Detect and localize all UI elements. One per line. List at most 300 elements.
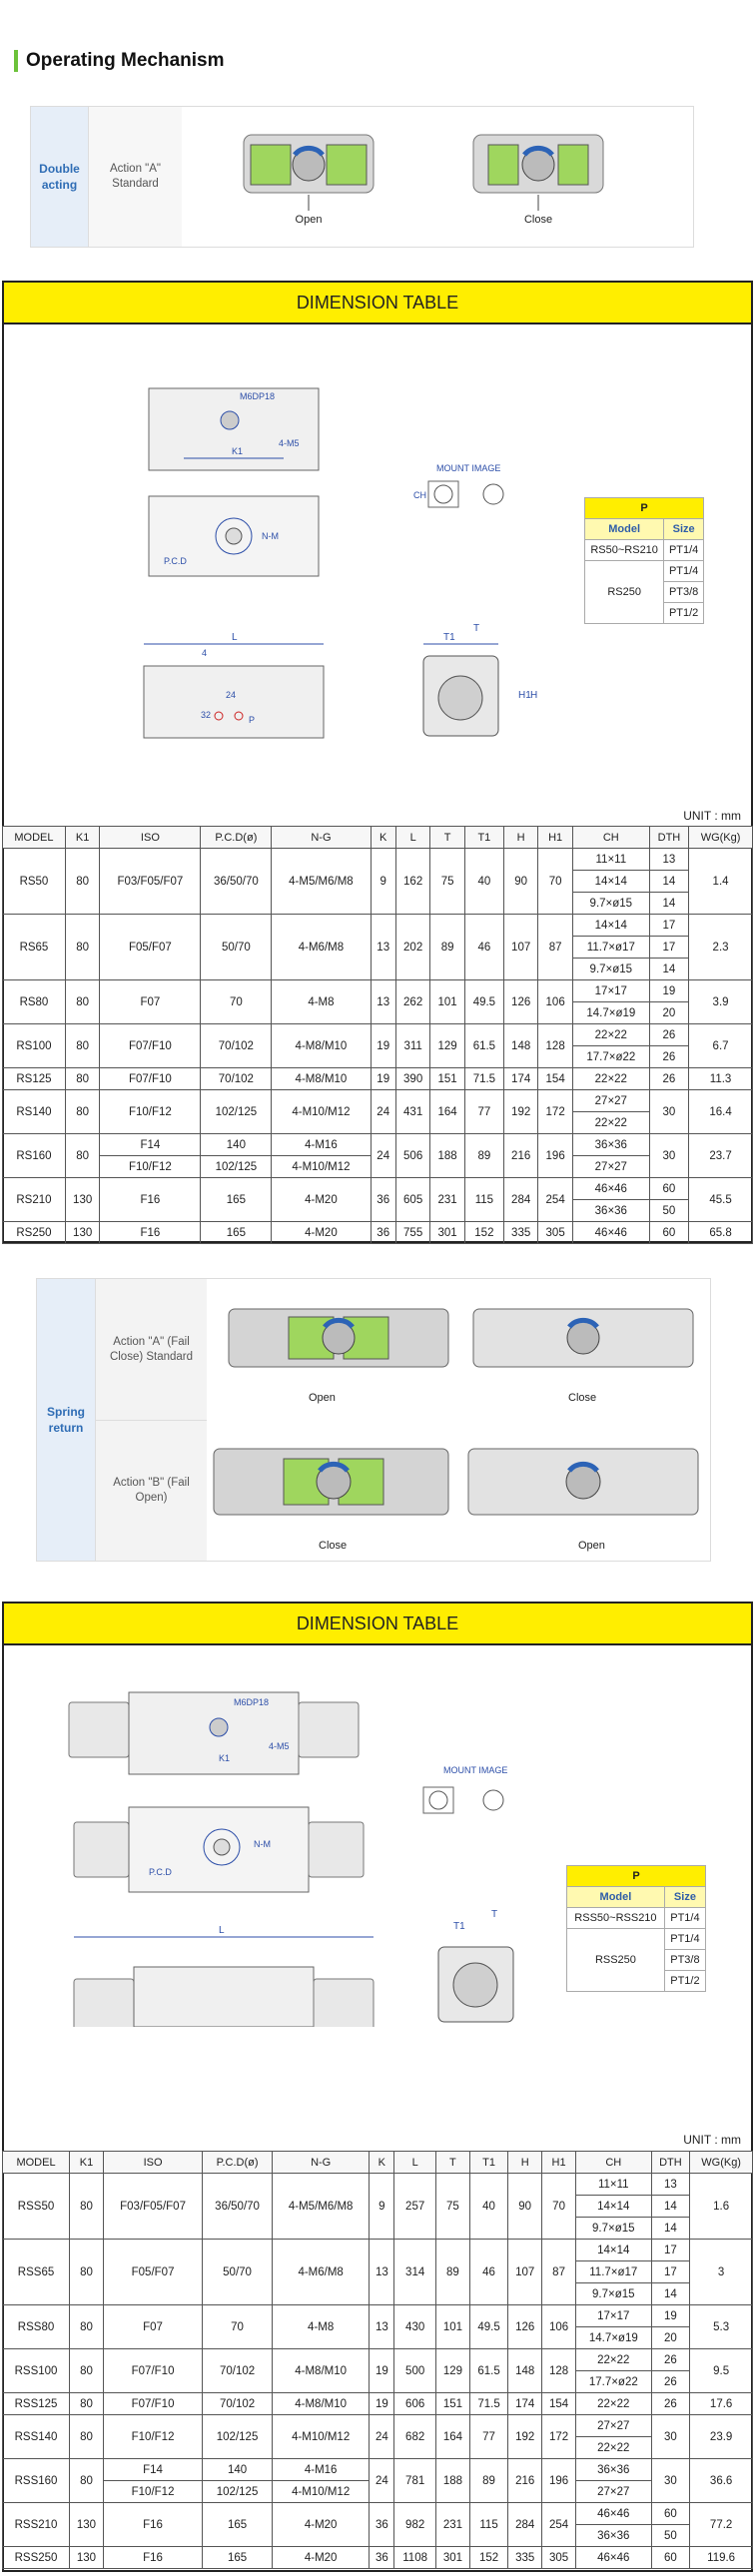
cell-t: 231	[435, 2503, 469, 2547]
cell-h: 284	[503, 1178, 537, 1222]
cell-dth: 20	[649, 1002, 688, 1024]
column-header: H1	[538, 827, 572, 849]
cell-h1: 172	[538, 1090, 572, 1134]
cell-pcd: 70	[203, 2305, 273, 2349]
cell-ch: 14×14	[576, 2240, 652, 2261]
cell-l: 262	[395, 980, 429, 1024]
cell-h1: 305	[542, 2547, 576, 2569]
cell-k1: 130	[70, 2503, 104, 2547]
cell-ng: 4-M8/M10	[272, 2393, 369, 2415]
svg-text:L: L	[219, 1925, 225, 1936]
cell-t1: 77	[464, 1090, 503, 1134]
cell-t1: 71.5	[464, 1068, 503, 1090]
cell-ng: 4-M20	[272, 2503, 369, 2547]
svg-text:24: 24	[226, 690, 237, 700]
cell-dth: 19	[649, 980, 688, 1002]
svg-text:M6DP18: M6DP18	[234, 1697, 270, 1707]
table-row	[3, 2240, 753, 2261]
cell-dth: 26	[651, 2349, 690, 2371]
column-header: DTH	[651, 2152, 690, 2174]
cell-t: 301	[430, 1222, 464, 1244]
cell-ch: 27×27	[576, 2481, 652, 2503]
page-title: Operating Mechanism	[26, 50, 225, 71]
cell-pcd: 140	[201, 1134, 272, 1156]
table-row	[3, 2547, 753, 2569]
cell-h1: 172	[542, 2415, 576, 2459]
cell-t1: 152	[469, 2547, 507, 2569]
cell-ch: 46×46	[572, 1222, 649, 1244]
cell-model: RSS210	[3, 2503, 70, 2547]
cell-iso: F16	[100, 1178, 201, 1222]
column-header: ISO	[100, 827, 201, 849]
cell-ch: 17.7×ø22	[576, 2371, 652, 2393]
cell-k: 9	[370, 2174, 394, 2240]
spring-return-panel	[36, 1278, 711, 1562]
cell-ng: 4-M16	[272, 1134, 371, 1156]
cell-k: 36	[370, 2503, 394, 2547]
svg-text:H: H	[530, 690, 538, 701]
cell-t: 188	[430, 1134, 464, 1178]
cell-h1: 70	[538, 849, 572, 915]
column-header: P.C.D(ø)	[201, 827, 272, 849]
cell-ng: 4-M5/M6/M8	[272, 849, 371, 915]
cell-dth: 26	[649, 1046, 688, 1068]
cell-model: RS50	[3, 849, 66, 915]
cell-h1: 254	[538, 1178, 572, 1222]
cell-pcd: 102/125	[201, 1090, 272, 1134]
cell-ng: 4-M10/M12	[272, 2415, 369, 2459]
table-row	[3, 1222, 753, 1244]
cell-ng: 4-M8/M10	[272, 1068, 371, 1090]
cell-k: 13	[370, 2305, 394, 2349]
cell-ch: 22×22	[576, 2437, 652, 2459]
cell-t1: 115	[469, 2503, 507, 2547]
cell-dth: 13	[649, 849, 688, 871]
cell-dth: 14	[649, 893, 688, 915]
cell-wg: 2.3	[689, 915, 753, 980]
cell-ng: 4-M10/M12	[272, 2481, 369, 2503]
cell-h: 335	[508, 2547, 542, 2569]
column-header: N-G	[272, 2152, 369, 2174]
cell-dth: 17	[649, 915, 688, 937]
cell-ch: 14×14	[576, 2196, 652, 2218]
cell-h: 90	[508, 2174, 542, 2240]
column-header: N-G	[272, 827, 371, 849]
cell-h: 216	[508, 2459, 542, 2503]
cell-model: RS100	[3, 1024, 66, 1068]
cell-model: RS160	[3, 1134, 66, 1178]
cell-iso: F16	[103, 2547, 202, 2569]
double-open-illustration	[239, 125, 378, 237]
cell-h: 148	[503, 1024, 537, 1068]
cell-dth: 14	[649, 871, 688, 893]
cell-h: 216	[503, 1134, 537, 1178]
cell-ch: 11×11	[572, 849, 649, 871]
cell-k1: 80	[65, 1090, 99, 1134]
cell-ch: 46×46	[576, 2547, 652, 2569]
cell-k1: 80	[70, 2240, 104, 2305]
cell-l: 314	[394, 2240, 436, 2305]
cell-t1: 152	[464, 1222, 503, 1244]
cell-iso: F05/F07	[100, 915, 201, 980]
cell-ch: 17×17	[572, 980, 649, 1002]
cell-h1: 305	[538, 1222, 572, 1244]
double-acting-label: Double acting	[31, 107, 88, 247]
dimension-table-2	[2, 2151, 753, 2569]
cell-t1: 71.5	[469, 2393, 507, 2415]
cell-wg: 3	[690, 2240, 753, 2305]
cell-dth: 17	[651, 2261, 690, 2283]
svg-text:T1: T1	[453, 1921, 465, 1932]
cell-ng: 4-M8/M10	[272, 1024, 371, 1068]
cell-ng: 4-M10/M12	[272, 1156, 371, 1178]
cell-ch: 9.7×ø15	[572, 959, 649, 980]
cell-h: 107	[503, 915, 537, 980]
cell-wg: 45.5	[689, 1178, 753, 1222]
cell-l: 390	[395, 1068, 429, 1090]
cell-ch: 14.7×ø19	[572, 1002, 649, 1024]
table-row	[3, 915, 753, 937]
column-header: L	[395, 827, 429, 849]
cell-wg: 16.4	[689, 1090, 753, 1134]
dimension-title-2: DIMENSION TABLE	[4, 1604, 751, 1645]
cell-t1: 89	[464, 1134, 503, 1178]
cell-ng: 4-M10/M12	[272, 1090, 371, 1134]
cell-ch: 9.7×ø15	[576, 2283, 652, 2305]
unit-label-1: UNIT : mm	[683, 809, 741, 823]
table-row	[3, 1178, 753, 1200]
cell-h1: 254	[542, 2503, 576, 2547]
cell-dth: 19	[651, 2305, 690, 2327]
cell-l: 1108	[394, 2547, 436, 2569]
cell-ng: 4-M20	[272, 1222, 371, 1244]
spring-return-label: Spring return	[37, 1279, 95, 1561]
cell-ng: 4-M6/M8	[272, 915, 371, 980]
cell-k1: 80	[70, 2349, 104, 2393]
column-header: CH	[572, 827, 649, 849]
svg-text:P.C.D: P.C.D	[164, 556, 187, 566]
cell-h: 192	[503, 1090, 537, 1134]
column-header: K	[371, 827, 395, 849]
cell-h: 90	[503, 849, 537, 915]
column-header: K1	[70, 2152, 104, 2174]
svg-text:T1: T1	[443, 632, 455, 643]
svg-text:Open: Open	[578, 1540, 605, 1552]
cell-wg: 1.6	[690, 2174, 753, 2240]
cell-dth: 26	[651, 2393, 690, 2415]
cell-model: RSS50	[3, 2174, 70, 2240]
cell-h1: 128	[538, 1024, 572, 1068]
table-row	[3, 1024, 753, 1046]
cell-t: 164	[430, 1090, 464, 1134]
cell-t: 75	[430, 849, 464, 915]
cell-ch: 36×36	[576, 2459, 652, 2481]
cell-ch: 22×22	[576, 2393, 652, 2415]
column-header: T1	[464, 827, 503, 849]
cell-dth: 60	[649, 1222, 688, 1244]
cell-model: RS140	[3, 1090, 66, 1134]
cell-k1: 80	[70, 2174, 104, 2240]
cell-ng: 4-M20	[272, 1178, 371, 1222]
svg-text:32: 32	[201, 710, 212, 720]
cell-h1: 87	[542, 2240, 576, 2305]
cell-l: 606	[394, 2393, 436, 2415]
cell-dth: 26	[649, 1024, 688, 1046]
cell-ch: 11×11	[576, 2174, 652, 2196]
cell-pcd: 165	[203, 2503, 273, 2547]
column-header: CH	[576, 2152, 652, 2174]
svg-text:L: L	[232, 632, 238, 643]
column-header: MODEL	[3, 827, 66, 849]
cell-k1: 80	[65, 980, 99, 1024]
cell-l: 605	[395, 1178, 429, 1222]
cell-pcd: 70	[201, 980, 272, 1024]
table-row	[3, 1068, 753, 1090]
action-a-label: Action "A" Standard	[88, 107, 182, 247]
svg-text:4: 4	[202, 648, 208, 658]
svg-text:4-M5: 4-M5	[269, 1741, 290, 1751]
cell-k: 19	[370, 2349, 394, 2393]
cell-model: RS80	[3, 980, 66, 1024]
cell-iso: F14	[100, 1134, 201, 1156]
cell-h: 335	[503, 1222, 537, 1244]
cell-k1: 80	[65, 915, 99, 980]
svg-text:MOUNT IMAGE: MOUNT IMAGE	[436, 463, 501, 473]
cell-k1: 130	[65, 1178, 99, 1222]
table-row	[3, 1134, 753, 1156]
cell-dth: 14	[651, 2218, 690, 2240]
cell-k: 19	[371, 1068, 395, 1090]
cell-pcd: 70/102	[201, 1068, 272, 1090]
cell-ch: 27×27	[572, 1156, 649, 1178]
cell-wg: 9.5	[690, 2349, 753, 2393]
column-header: T1	[469, 2152, 507, 2174]
table-row	[3, 2174, 753, 2196]
table-row	[3, 2459, 753, 2481]
cell-t: 151	[430, 1068, 464, 1090]
cell-wg: 23.9	[690, 2415, 753, 2459]
column-header: ISO	[103, 2152, 202, 2174]
cell-iso: F07/F10	[100, 1068, 201, 1090]
dimension-section-1	[2, 281, 753, 1243]
cell-k: 13	[371, 915, 395, 980]
cell-ch: 14×14	[572, 915, 649, 937]
cell-wg: 65.8	[689, 1222, 753, 1244]
dimension-section-2	[2, 1602, 753, 2572]
cell-l: 506	[395, 1134, 429, 1178]
svg-text:T: T	[491, 1909, 498, 1920]
cell-iso: F10/F12	[100, 1156, 201, 1178]
cell-dth: 60	[649, 1178, 688, 1200]
column-header: DTH	[649, 827, 688, 849]
cell-t1: 61.5	[469, 2349, 507, 2393]
cell-model: RS65	[3, 915, 66, 980]
cell-pcd: 165	[201, 1222, 272, 1244]
svg-text:M6DP18: M6DP18	[240, 391, 276, 401]
double-acting-panel	[30, 106, 694, 248]
cell-h: 148	[508, 2349, 542, 2393]
cell-l: 682	[394, 2415, 436, 2459]
cell-ch: 14.7×ø19	[576, 2327, 652, 2349]
table-row	[3, 849, 753, 871]
cell-iso: F03/F05/F07	[103, 2174, 202, 2240]
column-header: T	[435, 2152, 469, 2174]
cell-ng: 4-M20	[272, 2547, 369, 2569]
cell-ch: 22×22	[576, 2349, 652, 2371]
cell-t1: 49.5	[469, 2305, 507, 2349]
table-row	[3, 2393, 753, 2415]
cell-model: RSS80	[3, 2305, 70, 2349]
cell-h1: 196	[538, 1134, 572, 1178]
cell-h: 174	[508, 2393, 542, 2415]
cell-wg: 11.3	[689, 1068, 753, 1090]
cell-t1: 77	[469, 2415, 507, 2459]
cell-iso: F07	[103, 2305, 202, 2349]
cell-model: RS250	[3, 1222, 66, 1244]
cell-dth: 17	[651, 2240, 690, 2261]
p-size-table-1: P Model Size RS50~RS210 PT1/4 RS250 PT1/4 PT3/8 PT1/2	[584, 497, 704, 624]
cell-h: 174	[503, 1068, 537, 1090]
cell-ch: 14×14	[572, 871, 649, 893]
cell-k1: 80	[70, 2459, 104, 2503]
cell-t1: 40	[469, 2174, 507, 2240]
cell-l: 755	[395, 1222, 429, 1244]
svg-text:CH: CH	[413, 490, 426, 500]
cell-wg: 17.6	[690, 2393, 753, 2415]
cell-pcd: 165	[201, 1178, 272, 1222]
cell-wg: 23.7	[689, 1134, 753, 1178]
cell-dth: 13	[651, 2174, 690, 2196]
column-header: L	[394, 2152, 436, 2174]
cell-wg: 3.9	[689, 980, 753, 1024]
cell-iso: F10/F12	[103, 2415, 202, 2459]
cell-wg: 1.4	[689, 849, 753, 915]
cell-wg: 6.7	[689, 1024, 753, 1068]
p-size-table-2: P Model Size RSS50~RSS210 PT1/4 RSS250 PT1/4 PT3/8 PT1/2	[566, 1865, 706, 1992]
cell-dth: 30	[649, 1134, 688, 1178]
cell-t: 164	[435, 2415, 469, 2459]
cell-ng: 4-M6/M8	[272, 2240, 369, 2305]
column-header: H	[503, 827, 537, 849]
action-b-fail-open-label: Action "B" (Fail Open)	[95, 1420, 207, 1561]
cell-ch: 17×17	[576, 2305, 652, 2327]
cell-h1: 154	[538, 1068, 572, 1090]
cell-dth: 14	[649, 959, 688, 980]
cell-k1: 80	[70, 2305, 104, 2349]
cell-pcd: 70/102	[203, 2393, 273, 2415]
cell-t: 89	[430, 915, 464, 980]
cell-t: 188	[435, 2459, 469, 2503]
cell-pcd: 102/125	[203, 2481, 273, 2503]
cell-k: 24	[371, 1090, 395, 1134]
cell-iso: F07/F10	[103, 2393, 202, 2415]
cell-pcd: 165	[203, 2547, 273, 2569]
cell-pcd: 50/70	[201, 915, 272, 980]
cell-t: 89	[435, 2240, 469, 2305]
cell-wg: 5.3	[690, 2305, 753, 2349]
cell-k: 36	[370, 2547, 394, 2569]
cell-h1: 87	[538, 915, 572, 980]
svg-text:Close: Close	[319, 1540, 348, 1552]
column-header: MODEL	[3, 2152, 70, 2174]
cell-iso: F07/F10	[100, 1024, 201, 1068]
cell-wg: 119.6	[690, 2547, 753, 2569]
cell-ch: 11.7×ø17	[576, 2261, 652, 2283]
svg-text:4-M5: 4-M5	[279, 438, 300, 448]
cell-h: 126	[508, 2305, 542, 2349]
cell-ch: 22×22	[572, 1024, 649, 1046]
svg-text:MOUNT IMAGE: MOUNT IMAGE	[443, 1765, 508, 1775]
column-header: WG(Kg)	[689, 827, 753, 849]
cell-l: 202	[395, 915, 429, 980]
cell-t: 101	[430, 980, 464, 1024]
cell-ch: 9.7×ø15	[572, 893, 649, 915]
cell-k: 13	[371, 980, 395, 1024]
table-row	[3, 980, 753, 1002]
unit-label-2: UNIT : mm	[683, 2133, 741, 2147]
svg-text:N-M: N-M	[254, 1839, 271, 1849]
cell-t: 301	[435, 2547, 469, 2569]
table-row	[3, 2305, 753, 2327]
cell-t: 231	[430, 1178, 464, 1222]
cell-iso: F07/F10	[103, 2349, 202, 2393]
cell-k1: 80	[70, 2393, 104, 2415]
cell-dth: 20	[651, 2327, 690, 2349]
cell-t: 129	[430, 1024, 464, 1068]
cell-ch: 27×27	[576, 2415, 652, 2437]
cell-wg: 77.2	[690, 2503, 753, 2547]
cell-ch: 46×46	[576, 2503, 652, 2525]
column-header: H1	[542, 2152, 576, 2174]
cell-model: RSS140	[3, 2415, 70, 2459]
dimension-table-1	[2, 826, 753, 1244]
cell-model: RS210	[3, 1178, 66, 1222]
cell-t: 129	[435, 2349, 469, 2393]
cell-pcd: 36/50/70	[201, 849, 272, 915]
cell-k1: 80	[65, 1134, 99, 1178]
cell-dth: 30	[651, 2459, 690, 2503]
table-row	[3, 1090, 753, 1112]
cell-ch: 36×36	[576, 2525, 652, 2547]
cell-k: 19	[370, 2393, 394, 2415]
cell-dth: 14	[651, 2196, 690, 2218]
column-header: H	[508, 2152, 542, 2174]
dimension-title-1: DIMENSION TABLE	[4, 283, 751, 324]
svg-text:P: P	[249, 715, 256, 725]
cell-h: 192	[508, 2415, 542, 2459]
cell-h1: 106	[542, 2305, 576, 2349]
cell-k: 24	[371, 1134, 395, 1178]
cell-pcd: 70/102	[203, 2349, 273, 2393]
cell-model: RSS125	[3, 2393, 70, 2415]
action-a-fail-close-label: Action "A" (Fail Close) Standard	[95, 1279, 207, 1420]
cell-l: 982	[394, 2503, 436, 2547]
cell-ng: 4-M5/M6/M8	[272, 2174, 369, 2240]
cell-model: RSS100	[3, 2349, 70, 2393]
cell-t1: 46	[464, 915, 503, 980]
svg-text:K1: K1	[219, 1753, 231, 1763]
cell-k: 24	[370, 2459, 394, 2503]
cell-k: 36	[371, 1222, 395, 1244]
cell-l: 431	[395, 1090, 429, 1134]
svg-text:N-M: N-M	[262, 531, 279, 541]
cell-dth: 30	[651, 2415, 690, 2459]
svg-text:Close: Close	[568, 1392, 597, 1404]
cell-pcd: 102/125	[203, 2415, 273, 2459]
column-header: P.C.D(ø)	[203, 2152, 273, 2174]
cell-ng: 4-M8/M10	[272, 2349, 369, 2393]
cell-l: 257	[394, 2174, 436, 2240]
